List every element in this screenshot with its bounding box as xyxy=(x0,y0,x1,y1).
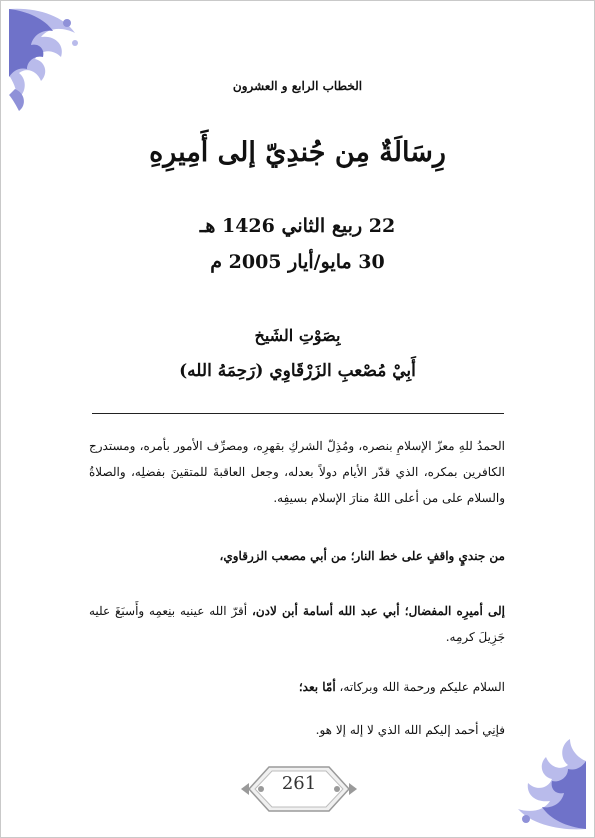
recipient-paragraph xyxy=(89,598,505,650)
recipient-name: إلى أميرِه المفضال؛ أبي عبد الله أسامة أبن لادن، xyxy=(251,604,505,618)
hijri-date: 22 ربيع الثاني 1426 هـ xyxy=(199,215,396,237)
praise-line: فإنِي أحمد إليكم الله الذي لا إله إلا هو. xyxy=(315,723,505,737)
greeting-transition: أمّا بعد؛ xyxy=(298,680,336,694)
speech-number-kicker: الخطاب الرابع و العشرون xyxy=(232,79,363,93)
greeting-line xyxy=(89,674,505,700)
gregorian-date: 30 مايو/أيار 2005 م xyxy=(210,251,385,273)
greeting-text: السلام عليكم ورحمة الله وبركاته، xyxy=(339,680,505,694)
top-left-floral-ornament xyxy=(5,5,87,115)
voice-label: بِصَوْتِ الشَيخ xyxy=(254,326,341,345)
sender-line: من جنديٍ واقفٍ على خط النار؛ من أبي مصعب الزرقاوي، xyxy=(219,549,505,563)
document-title: رِسَالَةٌ مِن جُندِيّ إلى أَمِيرِهِ xyxy=(149,137,446,168)
recipient-blessing: أقرّ الله عينيه بنِعمِه وأَسبَغَ عليه جَزِيلَ كرمِه. xyxy=(89,604,505,644)
opening-paragraph: الحمدُ للهِ معزّ الإسلامِ بنصره، ومُذِلّ الشركِ بقهرِه، ومصرِّف الأمور بأمره، ومستدرج الكافرين بمكره، الذي قدّر الأيام دولاً بعدله، وجعل العاقبةَ للمتقينَ بفضلِه، والصلاةُ والسلام على من أعلى اللهُ منارَ الإسلام بسيفِه. xyxy=(89,439,505,505)
bottom-right-floral-ornament xyxy=(502,733,590,833)
header-divider xyxy=(92,413,504,414)
page-number: 261 xyxy=(281,773,317,794)
speaker-name: أَبِيْ مُصْعبِ الزَرْقَاوِي (رَحِمَهُ الله) xyxy=(179,361,416,381)
